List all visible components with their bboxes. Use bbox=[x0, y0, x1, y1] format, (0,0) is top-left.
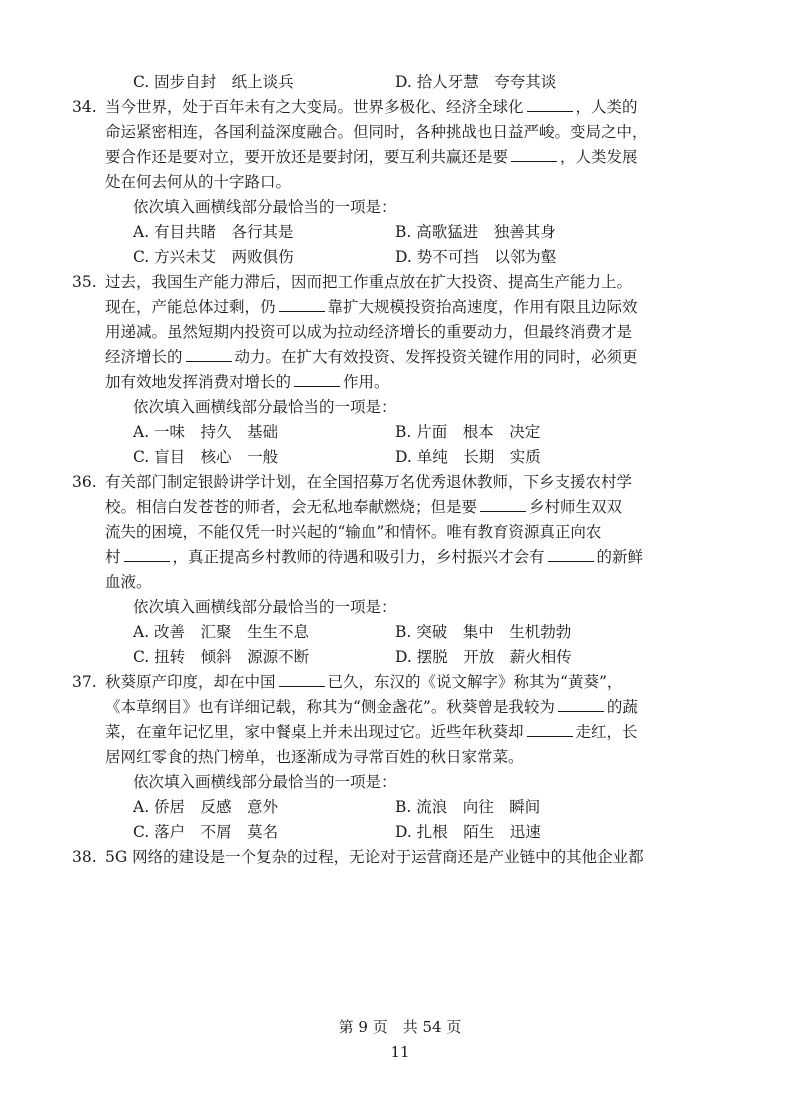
option-a: A. 一味 持久 基础 bbox=[133, 423, 279, 441]
question-text-line: 37. 秋葵原产印度，却在中国 已久，东汉的《说文解字》称其为“黄葵”， bbox=[105, 670, 700, 695]
fill-blank bbox=[511, 146, 557, 162]
question-text-line: 处在何去何从的十字路口。 bbox=[105, 173, 292, 191]
option-d: D. 势不可挡 以邻为壑 bbox=[395, 248, 557, 266]
page-content bbox=[72, 70, 700, 870]
question-number: 36. bbox=[72, 473, 97, 491]
option-a: A. 改善 汇聚 生生不息 bbox=[133, 623, 310, 641]
question-35 bbox=[72, 270, 700, 470]
option-a: A. 侨居 反感 意外 bbox=[133, 798, 279, 816]
option-c: C. 方兴未艾 两败俱伤 bbox=[133, 248, 294, 266]
question-number: 38. bbox=[72, 848, 97, 866]
question-number: 34. bbox=[72, 98, 97, 116]
fill-blank bbox=[480, 496, 526, 512]
fill-blank bbox=[279, 296, 325, 312]
fill-blank bbox=[294, 371, 340, 387]
question-text-line: 要合作还是要对立，要开放还是要封闭，要互利共赢还是要 ，人类发展 bbox=[105, 148, 638, 166]
question-text-line: 34. 当今世界，处于百年未有之大变局。世界多极化、经济全球化 ，人类的 bbox=[105, 95, 700, 120]
option-c: C. 扭转 倾斜 源源不断 bbox=[133, 648, 310, 666]
option-b: B. 高歌猛进 独善其身 bbox=[395, 223, 556, 241]
options-row bbox=[105, 820, 700, 845]
fill-blank bbox=[186, 346, 232, 362]
options-row bbox=[105, 795, 700, 820]
options-row bbox=[105, 445, 700, 470]
question-text-line: 菜，在童年记忆里，家中餐桌上并未出现过它。近些年秋葵却 走红，长 bbox=[105, 723, 638, 741]
question-text-line: 村 ，真正提高乡村教师的待遇和吸引力，乡村振兴才会有 的新鲜 bbox=[105, 548, 644, 566]
question-text-line: 居网红零食的热门榜单，也逐渐成为寻常百姓的秋日家常菜。 bbox=[105, 748, 524, 766]
option-d: D. 扎根 陌生 迅速 bbox=[395, 823, 541, 841]
option-c: C. 固步自封 纸上谈兵 bbox=[133, 73, 294, 91]
question-number: 35. bbox=[72, 273, 97, 291]
question-text-line: 《本草纲目》也有详细记载，称其为“侧金盏花”。秋葵曾是我较为 的蔬 bbox=[105, 698, 638, 716]
options-row bbox=[105, 645, 700, 670]
fill-blank bbox=[279, 671, 325, 687]
fill-blank bbox=[124, 546, 170, 562]
question-text-line: 流失的困境，不能仅凭一时兴起的“输血”和情怀。唯有教育资源真正向农 bbox=[105, 523, 602, 541]
question-text-line: 血液。 bbox=[105, 573, 152, 591]
question-prompt: 依次填入画横线部分最恰当的一项是： bbox=[133, 598, 397, 616]
options-row bbox=[105, 420, 700, 445]
question-34 bbox=[72, 95, 700, 270]
fill-blank bbox=[527, 96, 573, 112]
question-number: 37. bbox=[72, 673, 97, 691]
question-text-line: 经济增长的 动力。在扩大有效投资、发挥投资关键作用的同时，必须更 bbox=[105, 348, 638, 366]
options-row bbox=[105, 620, 700, 645]
question-prompt: 依次填入画横线部分最恰当的一项是： bbox=[133, 198, 397, 216]
question-text-line: 现在，产能总体过剩，仍 靠扩大规模投资抬高速度，作用有限且边际效 bbox=[105, 298, 638, 316]
option-b: B. 突破 集中 生机勃勃 bbox=[395, 623, 572, 641]
page-info: 第 9 页 共 54 页 bbox=[338, 1018, 462, 1036]
option-b: B. 流浪 向往 瞬间 bbox=[395, 798, 541, 816]
question-text-line: 用递减。虽然短期内投资可以成为拉动经济增长的重要动力，但最终消费才是 bbox=[105, 323, 633, 341]
fill-blank bbox=[527, 721, 573, 737]
question-prompt: 依次填入画横线部分最恰当的一项是： bbox=[133, 398, 397, 416]
question-text-line: 35. 过去，我国生产能力滞后，因而把工作重点放在扩大投资、提高生产能力上。 bbox=[105, 270, 700, 295]
prev-question-options bbox=[105, 70, 700, 95]
question-38 bbox=[72, 845, 700, 870]
question-text-line: 36. 有关部门制定银龄讲学计划，在全国招募万名优秀退休教师，下乡支援农村学 bbox=[105, 470, 700, 495]
option-d: D. 摆脱 开放 薪火相传 bbox=[395, 648, 572, 666]
option-d: D. 单纯 长期 实质 bbox=[395, 448, 541, 466]
question-text-line: 加有效地发挥消费对增长的 作用。 bbox=[105, 373, 390, 391]
option-c: C. 盲目 核心 一般 bbox=[133, 448, 279, 466]
question-text-line: 校。相信白发苍苍的师者，会无私地奉献燃烧；但是要 乡村师生双双 bbox=[105, 498, 623, 516]
question-prompt: 依次填入画横线部分最恰当的一项是： bbox=[133, 773, 397, 791]
question-36 bbox=[72, 470, 700, 670]
question-text-line: 38. 5G 网络的建设是一个复杂的过程，无论对于运营商还是产业链中的其他企业都 bbox=[105, 845, 700, 870]
options-row bbox=[105, 220, 700, 245]
options-row bbox=[105, 245, 700, 270]
fill-blank bbox=[558, 696, 604, 712]
question-text-line: 命运紧密相连，各国利益深度融合。但同时，各种挑战也日益严峻。变局之中， bbox=[105, 123, 648, 141]
option-b: B. 片面 根本 决定 bbox=[395, 423, 541, 441]
page-number: 11 bbox=[390, 1043, 410, 1061]
option-c: C. 落户 不屑 莫名 bbox=[133, 823, 279, 841]
question-37 bbox=[72, 670, 700, 845]
option-d: D. 拾人牙慧 夸夸其谈 bbox=[395, 73, 557, 91]
option-a: A. 有目共睹 各行其是 bbox=[133, 223, 294, 241]
fill-blank bbox=[548, 546, 594, 562]
